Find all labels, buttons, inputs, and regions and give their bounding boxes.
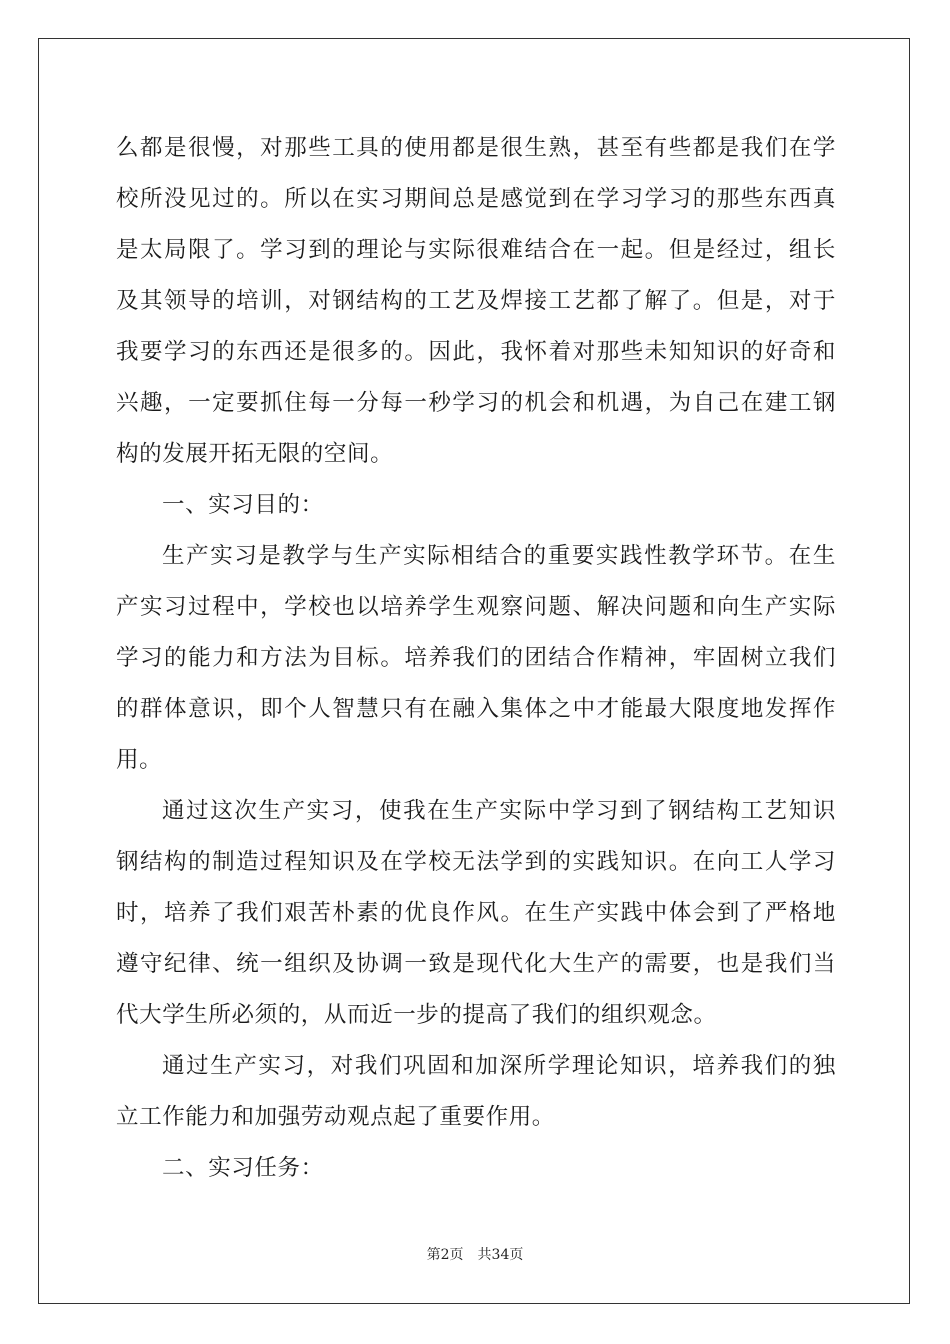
text-line: 校所没见过的。所以在实习期间总是感觉到在学习学习的那些东西真 (116, 186, 836, 212)
text-line: 产实习过程中，学校也以培养学生观察问题、解决问题和向生产实际 (116, 594, 836, 620)
text-line: 我要学习的东西还是很多的。因此，我怀着对那些未知知识的好奇和 (116, 339, 836, 365)
page-footer (0, 1244, 950, 1264)
text-line: 通过生产实习，对我们巩固和加深所学理论知识，培养我们的独 (162, 1053, 836, 1079)
page-number: 第2页 (426, 1247, 464, 1263)
text-line: 时，培养了我们艰苦朴素的优良作风。在生产实践中体会到了严格地 (116, 900, 836, 926)
text-line: 么都是很慢，对那些工具的使用都是很生熟，甚至有些都是我们在学 (116, 135, 836, 161)
text-line: 学习的能力和方法为目标。培养我们的团结合作精神，牢固树立我们 (116, 645, 836, 671)
text-line: 通过这次生产实习，使我在生产实际中学习到了钢结构工艺知识 (162, 798, 836, 824)
text-line: 代大学生所必须的，从而近一步的提高了我们的组织观念。 (116, 1002, 717, 1028)
text-line: 的群体意识，即个人智慧只有在融入集体之中才能最大限度地发挥作 (116, 696, 836, 722)
page-total: 共34页 (477, 1247, 524, 1263)
text-line: 及其领导的培训，对钢结构的工艺及焊接工艺都了解了。但是，对于 (116, 288, 836, 314)
section-heading: 二、实习任务： (162, 1155, 324, 1181)
text-line: 钢结构的制造过程知识及在学校无法学到的实践知识。在向工人学习 (116, 849, 836, 875)
text-line: 遵守纪律、统一组织及协调一致是现代化大生产的需要，也是我们当 (116, 951, 836, 977)
text-line: 兴趣，一定要抓住每一分每一秒学习的机会和机遇，为自己在建工钢 (116, 390, 836, 416)
section-heading: 一、实习目的： (162, 492, 324, 518)
text-line: 生产实习是教学与生产实际相结合的重要实践性教学环节。在生 (162, 543, 836, 569)
text-line: 立工作能力和加强劳动观点起了重要作用。 (116, 1104, 555, 1130)
text-line: 是太局限了。学习到的理论与实际很难结合在一起。但是经过，组长 (116, 237, 836, 263)
text-line: 构的发展开拓无限的空间。 (116, 441, 394, 467)
text-line: 用。 (116, 747, 163, 773)
